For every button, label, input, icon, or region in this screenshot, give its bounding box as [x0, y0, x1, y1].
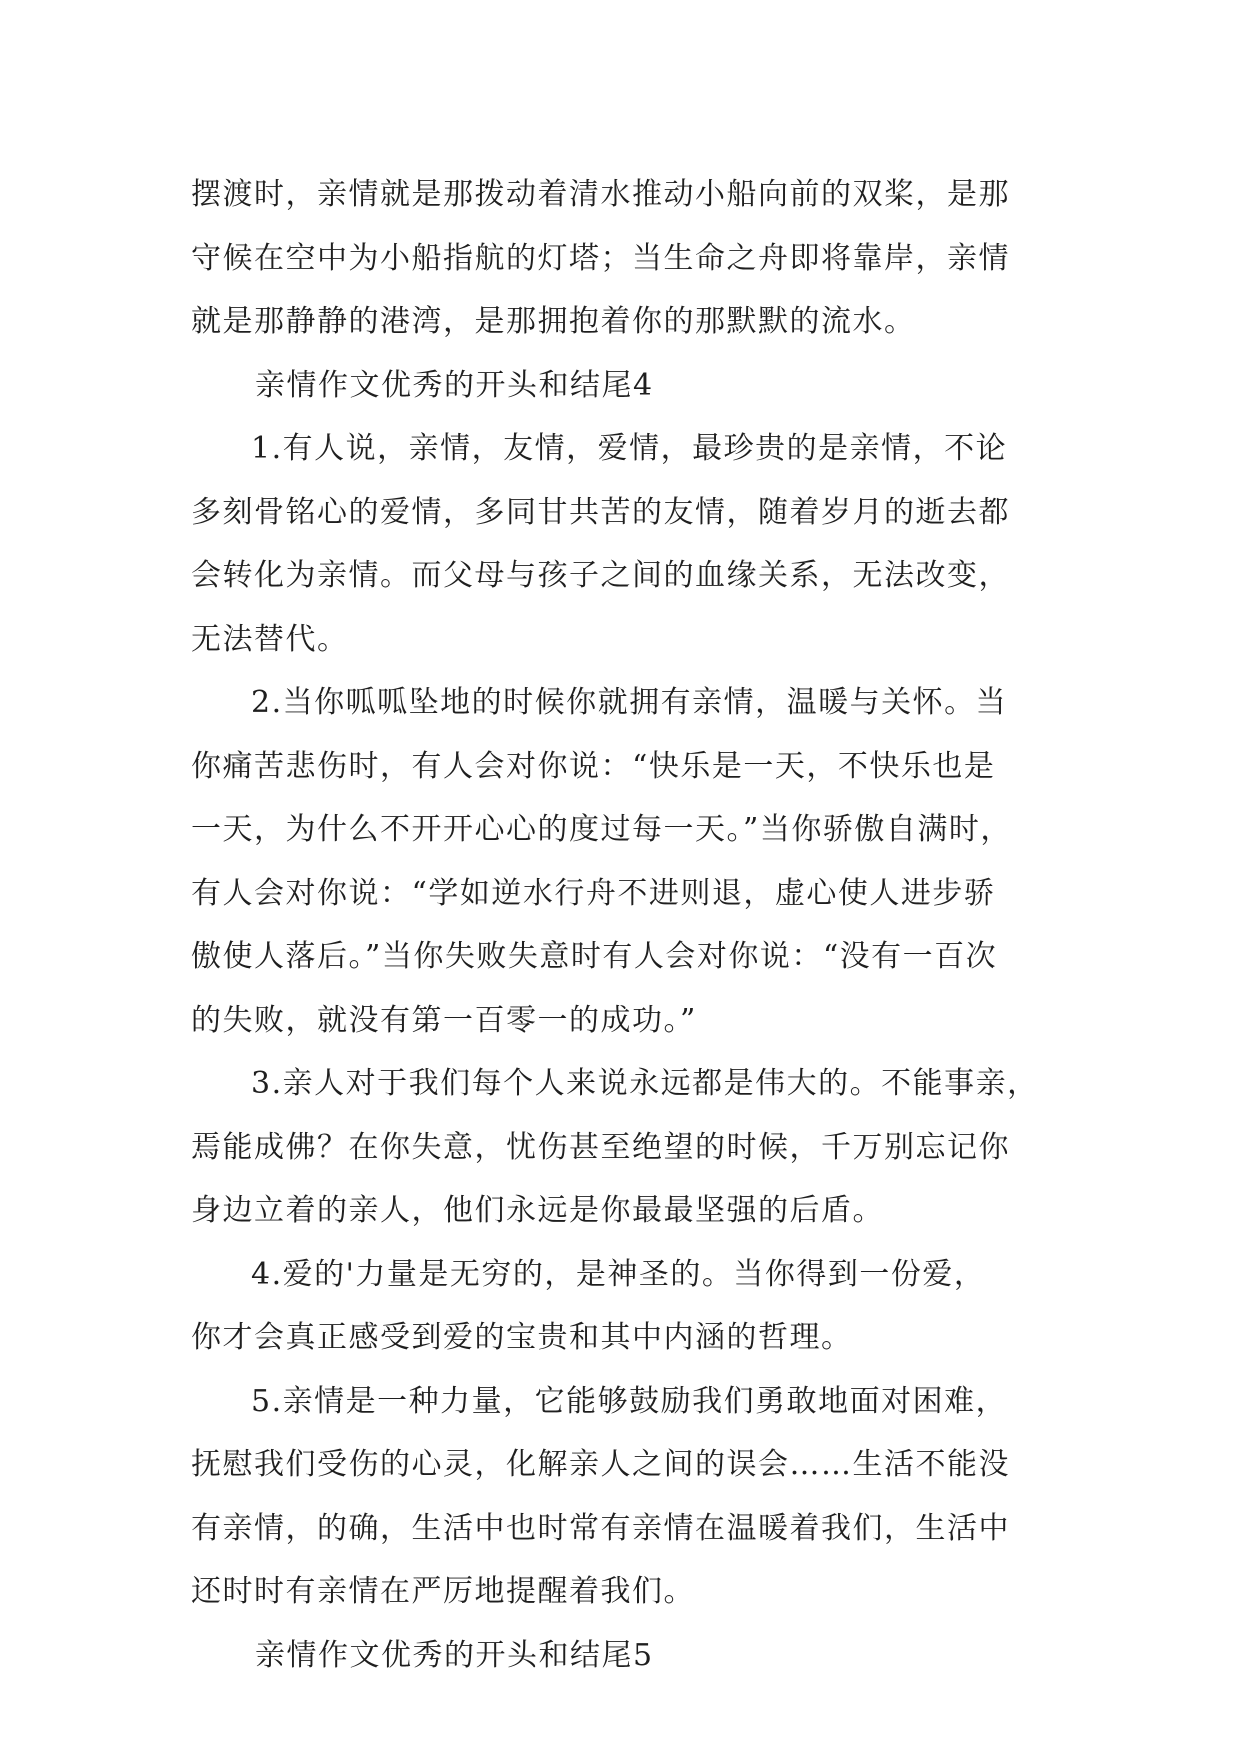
- paragraph-2: [191, 671, 1051, 1052]
- paragraph-3: [191, 1052, 1051, 1243]
- text-line: 摆渡时，亲情就是那拨动着清水推动小船向前的双桨，是那: [191, 177, 1010, 212]
- text-line: 守候在空中为小船指航的灯塔；当生命之舟即将靠岸，亲情: [191, 240, 1010, 276]
- text-line: 3.亲人对于我们每个人来说永远都是伟大的。不能事亲，: [251, 1066, 1039, 1101]
- section-heading-text: 亲情作文优秀的开头和结尾4: [255, 367, 654, 403]
- text-line: 5.亲情是一种力量，它能够鼓励我们勇敢地面对困难，: [251, 1383, 1008, 1419]
- text-line: 就是那静静的港湾，是那拥抱着你的那默默的流水。: [191, 304, 916, 339]
- paragraph-4: [191, 1243, 1051, 1370]
- text-line: 会转化为亲情。而父母与孩子之间的血缘关系，无法改变，: [191, 558, 1010, 593]
- text-line: 你痛苦悲伤时，有人会对你说：“快乐是一天，不快乐也是: [191, 748, 996, 784]
- text-line: 4.爱的'力量是无穷的，是神圣的。当你得到一份爱，: [251, 1256, 986, 1292]
- text-line: 傲使人落后。”当你失败失意时有人会对你说：“没有一百次: [191, 939, 998, 974]
- text-line: 2.当你呱呱坠地的时候你就拥有亲情，温暖与关怀。当: [251, 685, 1008, 720]
- text-line: 有人会对你说：“学如逆水行舟不进则退，虚心使人进步骄: [191, 875, 996, 911]
- text-line: 1.有人说，亲情，友情，爱情，最珍贵的是亲情，不论: [251, 431, 1008, 466]
- text-line: 多刻骨铭心的爱情，多同甘共苦的友情，随着岁月的逝去都: [191, 494, 1010, 530]
- paragraph-continuation: [191, 163, 1051, 354]
- text-line: 身边立着的亲人，他们永远是你最最坚强的后盾。: [191, 1193, 884, 1228]
- paragraph-5: [191, 1370, 1051, 1624]
- text-line: 抚慰我们受伤的心灵，化解亲人之间的误会……生活不能没: [191, 1447, 1010, 1482]
- text-line: 有亲情，的确，生活中也时常有亲情在温暖着我们，生活中: [191, 1510, 1010, 1546]
- paragraph-1: [191, 417, 1051, 671]
- text-line: 焉能成佛？在你失意，忧伤甚至绝望的时候，千万别忘记你: [191, 1129, 1010, 1165]
- section-heading-4: [191, 354, 1051, 418]
- document-body: [191, 163, 1051, 1687]
- section-heading-5: [191, 1624, 1051, 1688]
- text-line: 的失败，就没有第一百零一的成功。”: [191, 1002, 697, 1038]
- text-line: 还时时有亲情在严厉地提醒着我们。: [191, 1574, 695, 1609]
- text-line: 无法替代。: [191, 621, 349, 657]
- section-heading-text: 亲情作文优秀的开头和结尾5: [255, 1637, 654, 1673]
- text-line: 一天，为什么不开开心心的度过每一天。”当你骄傲自满时，: [191, 812, 1012, 847]
- text-line: 你才会真正感受到爱的宝贵和其中内涵的哲理。: [191, 1320, 853, 1355]
